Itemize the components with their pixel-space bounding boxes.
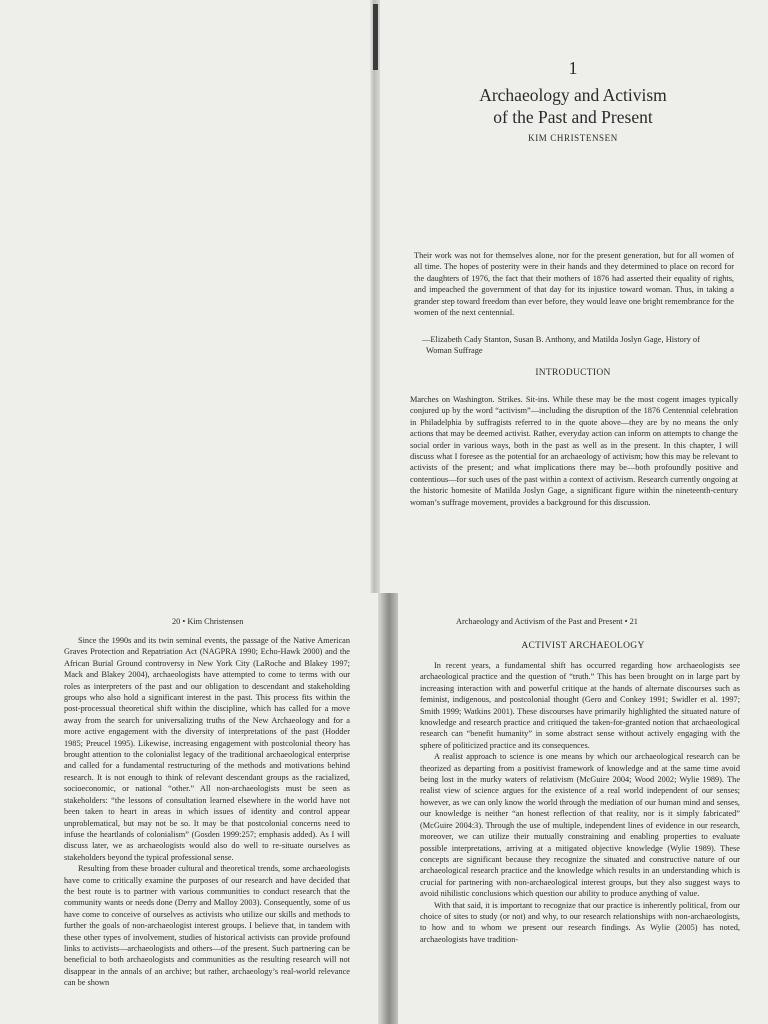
page-21-body bbox=[420, 660, 740, 945]
paragraph: With that said, it is important to recognize that our practice is inherently political, from our choice of sites to study (or not) and why, to our research relationships with non-archaeologists, to how and to whom we present our research findings. As Wylie (2005) has noted, archaeologists have tradition- bbox=[420, 900, 740, 944]
book-gutter bbox=[378, 593, 400, 1024]
activist-archaeology-heading: ACTIVIST ARCHAEOLOGY bbox=[521, 641, 645, 651]
introduction-paragraph: Marches on Washington. Strikes. Sit-ins. While these may be the most cogent images typically conjured up by the word “activism”—including the disruption of the 1876 Centennial celebration in Philadelphia by suffragists referred to in the quote above—they are by no means the only actions that may be deemed activist. Rather, everyday action can inform on attempts to change the social order in various ways, both in the past as well as in the present. In this chapter, I will discuss what I foresee as the potential for an archaeology of activism; how this may be relevant to activists of the present; and what implications there may be—both profoundly positive and contentious—for such uses of the past within a context of activism. Research currently ongoing at the historic homesite of Matilda Joslyn Gage, a significant figure within the nineteenth-century woman’s suffrage movement, provides a background for this discussion. bbox=[410, 395, 738, 507]
paragraph: In recent years, a fundamental shift has occurred regarding how archaeologists see archaeological practice and the question of “truth.” This has been brought on in large part by increasing interaction with and powerful critique at the hands of alternate discourses such as feminist, indigenous, and postcolonial thought (Gero and Conkey 1991; Swidler et al. 1997; Smith 1999; Watkins 2001). These discourses have primarily highlighted the situated nature of knowledge and research practice and critiqued the taken-for-granted notion that archaeological research can “benefit humanity” in some abstract sense without actively engaging with the sphere of politicized practice and its consequences. bbox=[420, 661, 740, 750]
chapter-author: KIM CHRISTENSEN bbox=[528, 133, 618, 143]
page-21 bbox=[398, 593, 768, 1024]
chapter-opening-page bbox=[378, 0, 768, 593]
epigraph-attribution: —Elizabeth Cady Stanton, Susan B. Anthony, and Matilda Joslyn Gage, History of Woman Suffrage bbox=[422, 335, 700, 356]
chapter-number: 1 bbox=[568, 58, 578, 78]
book-gutter bbox=[370, 0, 380, 593]
paragraph: Since the 1990s and its twin seminal events, the passage of the Native American Graves Protection and Repatriation Act (NAGPRA 1990; Echo-Hawk 2000) and the African Burial Ground controversy in New York City (LaRoche and Blakey 1997; Mack and Blakey 2004), archaeologists have attempted to come to terms with our roles as interpreters of the past and our obligation to descendant and stakeholding groups who also hold a significant interest in the past. This process fits within the post-processual theoretical shift within the discipline, which has called for a move away from the search for universalizing truths of the New Archaeology and for a more active engagement with the diversity of interpretations of the past (Hodder 1985; Preucel 1995). Likewise, increasing engagement with postcolonial theory has brought attention to the colonialist legacy of the traditional archaeological enterprise and called for a fundamental restructuring of the methods and motivations behind research. It is not enough to think of relevant descendant groups as the racialized, socioeconomic, or national “other.” All non-archaeologists must be seen as stakeholders: “the lessons of consultation learned elsewhere in the world have not been taken to heart in areas in which issues of identity and control appear unproblematical, but may not be so. It may be that postcolonial concerns need to infuse the heartlands of colonialism” (Gosden 1999:257; emphasis added). As I will discuss later, we as archaeologists would also do well to re-situate ourselves as stakeholders beyond the typical professional sense. bbox=[64, 636, 350, 862]
chapter-title bbox=[378, 84, 768, 128]
running-head-left: 20 • Kim Christensen bbox=[172, 617, 244, 626]
paragraph: Resulting from these broader cultural and theoretical trends, some archaeologists have come to critically examine the purposes of our research and have decided that the best route is to partner with various communities to conduct research that the community wants or needs done (Derry and Malloy 2003). Consequently, some of us have come to conceive of ourselves as activists who utilize our skills and methods to further the goals of non-archaeologist interest groups. I believe that, in tandem with these other types of involvement, studies of historical activists can provide profound links to activists—archaeologists and others—of the present. Such partnering can be beneficial to both archaeologists and communities as the resulting research will not disappear in the annals of an archive; but rather, archaeology’s real-world relevance can be shown bbox=[64, 864, 350, 988]
paragraph: A realist approach to science is one means by which our archaeological research can be theorized as departing from a positivist framework of knowledge and at the same time avoid being lost in the murky waters of relativism (McGuire 2004; Wood 2002; Wylie 1989). The realist view of science argues for the existence of a real world independent of our senses; however, as we can only know the world through the mediation of our human mind and senses, our knowledge is neither “an honest reflection of that reality, nor is it simply fabricated” (McGuire 2004:3). Through the use of multiple, independent lines of evidence in our research, moreover, we can utilize their mutually constraining and enabling properties to evaluate possible interpretations, arriving at a mitigated objective knowledge (Wylie 1989). These concepts are significant because they recognize the situated and constructive nature of our archaeological research practice and the knowledge which results in an understanding which is crucial for partnering with non-archaeological interest groups, but they also suggest ways to avoid nihilistic conclusions which question our ability to produce anything of value. bbox=[420, 752, 740, 899]
page-20 bbox=[0, 593, 378, 1024]
chapter-title-line-2: of the Past and Present bbox=[493, 107, 653, 127]
chapter-title-line-1: Archaeology and Activism bbox=[479, 85, 667, 105]
introduction-heading: INTRODUCTION bbox=[535, 368, 611, 378]
running-head-right: Archaeology and Activism of the Past and Present • 21 bbox=[456, 617, 638, 626]
page-20-body bbox=[64, 635, 350, 989]
blank-page bbox=[0, 0, 372, 593]
epigraph: Their work was not for themselves alone, nor for the present generation, but for all women of all time. The hopes of posterity were in their hands and they determined to place on record for the daughters of 1976, the fact that their mothers of 1876 had asserted their equality of rights, and impeached the government of that day for its injustice toward woman. Thus, in taking a grander step toward freedom than ever before, they would leave one bright remembrance for the women of the next centennial. bbox=[414, 251, 734, 318]
spine-shadow bbox=[373, 4, 378, 70]
